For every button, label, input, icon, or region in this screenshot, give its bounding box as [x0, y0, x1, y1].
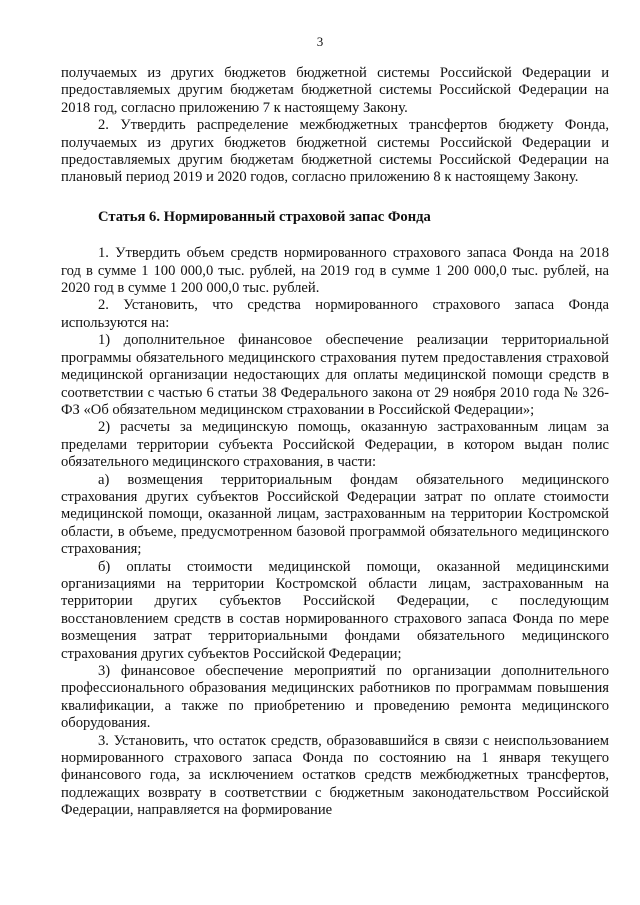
paragraph-reserve-usage: 2. Установить, что средства нормированного страхового запаса Фонда используются на:: [61, 297, 609, 331]
paragraph-subitem-2b: б) оплаты стоимости медицинской помощи, оказанной медицинскими организациями на территории Костромской области лицам, застрахованным на территории других субъектов Российской Федерации, с последующим восстановлением средств в состав нормированного страхового запаса Фонда по мере возмещения затрат территориальными фондами обязательного медицинского страхования других субъектов Российской Федерации;: [61, 558, 609, 662]
document-body: [61, 65, 609, 820]
paragraph-subitem-3: 3) финансовое обеспечение мероприятий по организации дополнительного профессионального образования медицинских работников по программам повышения квалификации, а также по приобретению и проведению ремонта медицинского оборудования.: [61, 663, 609, 732]
paragraph-item-3-remainder: 3. Установить, что остаток средств, образовавшийся в связи с неиспользованием нормированного страхового запаса Фонда по состоянию на 1 января текущего финансового года, за исключением остатков средств межбюджетных трансфертов, подлежащих возврату в соответствии с бюджетным законодательством Российской Федерации, направляется на формирование: [61, 732, 609, 819]
paragraph-reserve-volume: 1. Утвердить объем средств нормированного страхового запаса Фонда на 2018 год в сумме 1 100 000,0 тыс. рублей, на 2019 год в сумме 1 200 000,0 тыс. рублей, на 2020 год в сумме 1 200 000,0 тыс. рублей.: [61, 245, 609, 297]
paragraph-subitem-2: 2) расчеты за медицинскую помощь, оказанную застрахованным лицам за пределами территории субъекта Российской Федерации, в котором выдан полис обязательного медицинского страхования, в части:: [61, 419, 609, 471]
paragraph-item-2-transfers: 2. Утвердить распределение межбюджетных трансфертов бюджету Фонда, получаемых из других бюджетов бюджетной системы Российской Федерации и предоставляемых другим бюджетам бюджетной системы Российской Федерации на плановый период 2019 и 2020 годов, согласно приложению 8 к настоящему Закону.: [61, 117, 609, 186]
paragraph-continuation: получаемых из других бюджетов бюджетной системы Российской Федерации и предоставляемых другим бюджетам бюджетной системы Российской Федерации на 2018 год, согласно приложению 7 к настоящему Закону.: [61, 65, 609, 116]
page-number: 3: [316, 34, 324, 49]
paragraph-subitem-2a: а) возмещения территориальным фондам обязательного медицинского страхования других субъектов Российской Федерации затрат по оплате стоимости медицинской помощи, оказанной лицам, застрахованным на территории Костромской области, в объеме, предусмотренном базовой программой обязательного медицинского страхования;: [61, 471, 609, 558]
paragraph-subitem-1: 1) дополнительное финансовое обеспечение реализации территориальной программы обязательного медицинского страхования путем предоставления страховой медицинской организации недостающих для оплаты медицинской помощи средств в соответствии с частью 6 статьи 38 Федерального закона от 29 ноября 2010 года № 326-ФЗ «Об обязательном медицинском страховании в Российской Федерации»;: [61, 332, 609, 418]
article-6-heading: Статья 6. Нормированный страховой запас Фонда: [98, 208, 431, 225]
